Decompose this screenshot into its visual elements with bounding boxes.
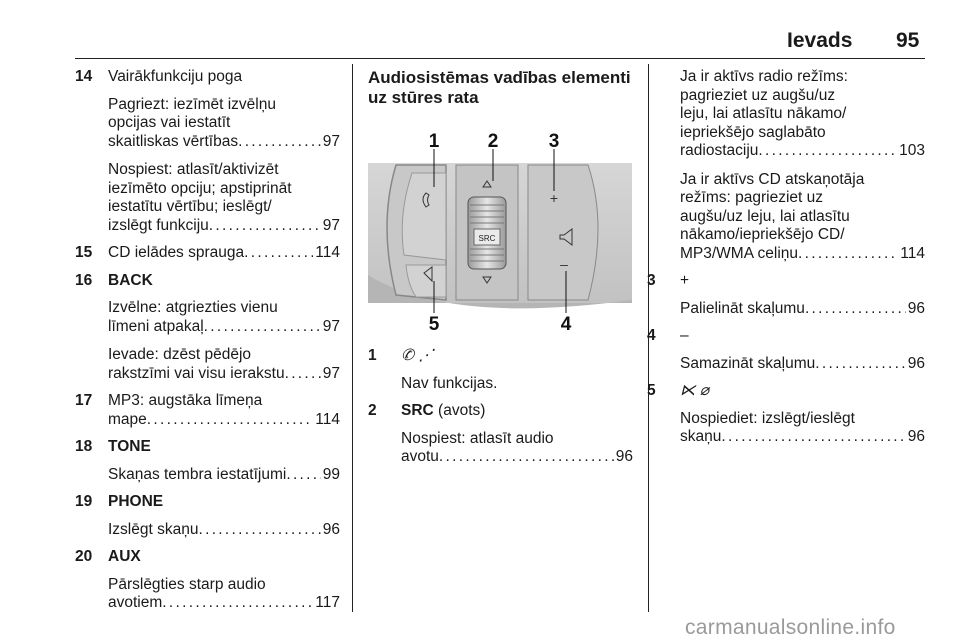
page-ref: 97 [322, 216, 340, 234]
item-heading: MP3: augstāka līmeņa [108, 392, 263, 409]
page-ref: 97 [322, 364, 340, 382]
callout-2: 2 [487, 131, 499, 152]
text-line: Ievade: dzēst pēdējo [108, 346, 252, 363]
item-heading: BACK [108, 271, 153, 289]
plus-symbol: + [680, 272, 690, 289]
column-1 [75, 68, 340, 613]
item-heading: PHONE [108, 493, 164, 510]
text-line: mape [108, 410, 147, 428]
header-rule [75, 58, 925, 59]
item-heading: CD ielādes sprauga [108, 244, 245, 261]
sub-item [108, 96, 340, 152]
section-title: Ievads [787, 29, 853, 52]
leader-dots [815, 355, 905, 374]
leader-dots [758, 142, 897, 161]
leader-dots [244, 244, 313, 263]
page-ref: 96 [907, 354, 925, 372]
steering-wheel-illustration [368, 125, 632, 335]
plus-icon: + [549, 190, 559, 206]
column-3 [647, 68, 925, 447]
text-line: pagrieziet uz augšu/uz [680, 86, 836, 104]
toc-line [108, 411, 340, 430]
leader-dots [204, 318, 321, 337]
toc-line [401, 448, 633, 467]
text-line: skaņu [680, 428, 722, 445]
callout-1: 1 [428, 131, 440, 152]
leader-dots [286, 466, 320, 485]
column-2 [368, 68, 633, 108]
list-item-3 [647, 272, 925, 318]
section-heading [368, 68, 633, 108]
toc-line [680, 245, 925, 264]
callout-5: 5 [428, 314, 440, 335]
minus-icon: – [560, 256, 568, 272]
leader-dots [147, 411, 314, 430]
item-number: 19 [75, 493, 93, 510]
text-line: režīms: pagrieziet uz [680, 189, 823, 206]
page-ref: 114 [900, 244, 925, 262]
page-ref: 97 [322, 132, 340, 150]
src-term: SRC [401, 402, 434, 419]
src-term-suffix: (avots) [433, 402, 486, 419]
leader-dots [285, 365, 321, 384]
text-line: Pārslēgties starp audio [108, 575, 266, 593]
item-number: 4 [647, 327, 656, 344]
text-line: iezīmēto opciju; apstiprināt [108, 179, 292, 197]
minus-symbol: – [680, 327, 689, 344]
text-line: Izvēlne: atgriezties vienu [108, 299, 278, 316]
item-number: 1 [368, 347, 377, 364]
text-line: iepriekšējo saglabāto [680, 123, 826, 141]
text-line: skaitliskas vērtības [108, 132, 239, 150]
sub-item [108, 161, 340, 235]
item-number: 20 [75, 548, 93, 565]
radio-mode-paragraph [680, 68, 925, 161]
toc-line [680, 428, 925, 447]
list-item-1 [368, 347, 633, 393]
column-divider-left [352, 64, 353, 612]
text-line: iestatītu vērtību; ieslēgt/ [108, 198, 272, 215]
text-line: augšu/uz leju, lai atlasītu [680, 207, 850, 225]
text-line: Ja ir aktīvs CD atskaņotāja [680, 170, 865, 188]
text-line: nākamo/iepriekšējo CD/ [680, 226, 845, 243]
text-line: avotiem [108, 594, 163, 611]
toc-line [108, 318, 340, 337]
page-ref: 97 [322, 317, 340, 335]
cd-mode-paragraph [680, 171, 925, 264]
steering-wheel-controls-figure [368, 125, 632, 335]
leader-dots [439, 448, 614, 467]
leader-dots [209, 217, 321, 236]
heading-line: Audiosistēmas vadības elementi [368, 68, 631, 87]
page-ref: 114 [315, 244, 340, 261]
toc-line [108, 594, 340, 613]
right-button-panel [528, 165, 598, 300]
page-ref: 96 [615, 448, 633, 465]
text-line: Nospiest: atlasīt audio [401, 429, 554, 447]
list-item-5 [647, 382, 925, 447]
item-heading: Vairākfunkciju poga [108, 68, 243, 85]
item-number: 15 [75, 244, 93, 261]
text-line: Ja ir aktīvs radio režīms: [680, 68, 848, 85]
page-number: 95 [896, 29, 920, 52]
toc-line [108, 133, 340, 152]
toc-line [108, 217, 340, 236]
item-number: 17 [75, 392, 93, 409]
watermark: carmanualsonline.info [685, 616, 896, 639]
toc-line [680, 142, 925, 161]
src-label: SRC [478, 234, 496, 243]
phone-icons: ✆ ⋰ [401, 347, 434, 364]
text-line: leju, lai atlasītu nākamo/ [680, 105, 847, 122]
list-item-18 [75, 438, 340, 484]
list-item-16 [75, 272, 340, 384]
item-number: 18 [75, 438, 93, 455]
list-item-20 [75, 548, 340, 613]
item-number: 3 [647, 272, 656, 289]
toc-line [108, 244, 340, 263]
item-number: 5 [647, 382, 656, 399]
list-item-14 [75, 68, 340, 235]
list-item-15 [75, 244, 340, 263]
mute-icons: ⋉ ⌀ [680, 382, 710, 399]
leader-dots [198, 521, 320, 540]
item-number: 2 [368, 402, 377, 419]
text-line: Nav funkcijas. [401, 374, 498, 392]
callout-4: 4 [560, 314, 572, 335]
page-ref: 96 [907, 299, 925, 317]
toc-line [108, 365, 340, 384]
phone-button [402, 173, 446, 260]
text-line: opcijas vai iestatīt [108, 114, 231, 131]
page-ref: 103 [899, 142, 925, 159]
item-number: 16 [75, 271, 93, 289]
text-line: avotu [401, 448, 439, 465]
text-line: radiostaciju [680, 142, 759, 159]
text-line: Palielināt skaļumu [680, 299, 805, 317]
leader-dots [238, 133, 321, 152]
text-line: Pagriezt: iezīmēt izvēlņu [108, 95, 276, 113]
callout-3: 3 [548, 131, 560, 152]
item-number: 14 [75, 68, 93, 85]
item-heading: TONE [108, 438, 151, 455]
toc-line [108, 466, 340, 485]
toc-line [680, 300, 925, 319]
page-ref: 96 [322, 520, 340, 538]
page-ref: 96 [907, 428, 925, 445]
leader-dots [798, 245, 898, 264]
sub-item [108, 346, 340, 383]
text-line: MP3/WMA celiņu [680, 244, 799, 262]
page-ref: 114 [315, 410, 340, 428]
text-line: Skaņas tembra iestatījumi [108, 465, 287, 483]
leader-dots [162, 594, 313, 613]
list-item-4 [647, 327, 925, 373]
list-item-2 [368, 402, 633, 467]
text-line: izslēgt funkciju [108, 216, 209, 234]
leader-dots [721, 428, 905, 447]
text-line: līmeni atpakaļ [108, 317, 204, 335]
column-2-entries [368, 347, 633, 467]
text-line: rakstzīmi vai visu ierakstu [108, 364, 285, 382]
text-line: Izslēgt skaņu [108, 520, 199, 538]
toc-line [680, 355, 925, 374]
text-line: Samazināt skaļumu [680, 354, 816, 372]
text-line: Nospiest: atlasīt/aktivizēt [108, 161, 279, 178]
leader-dots [805, 300, 906, 319]
page-ref: 99 [322, 465, 340, 483]
text-line: Nospiediet: izslēgt/ieslēgt [680, 409, 855, 427]
list-item-17 [75, 392, 340, 429]
heading-line: uz stūres rata [368, 88, 479, 107]
toc-line [108, 521, 340, 540]
item-heading: AUX [108, 548, 141, 565]
page-ref: 117 [315, 594, 340, 611]
sub-item [108, 299, 340, 336]
list-item-19 [75, 493, 340, 539]
